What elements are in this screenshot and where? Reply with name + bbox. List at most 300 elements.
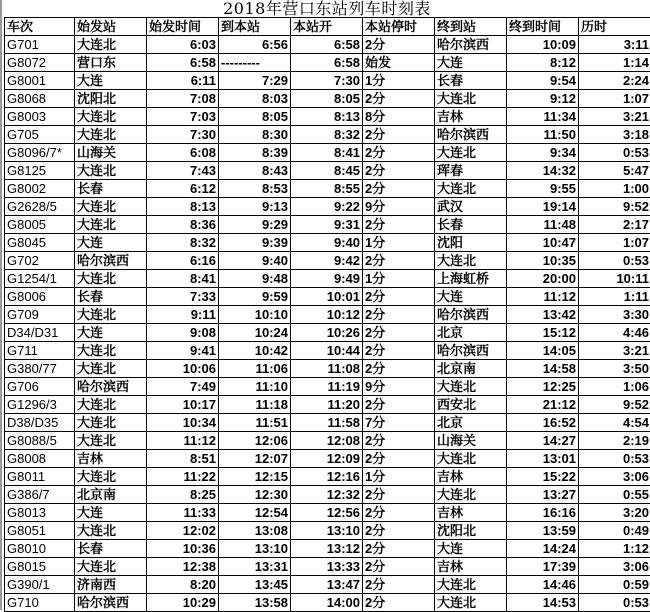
column-header-destination[interactable]: 终到站: [435, 18, 507, 36]
cell-arrival-time[interactable]: 9:12: [507, 90, 579, 108]
cell-depart-time[interactable]: 8:13: [147, 198, 219, 216]
cell-train-no[interactable]: G701: [5, 36, 75, 54]
cell-origin[interactable]: 大连北: [75, 126, 147, 144]
cell-train-no[interactable]: G1296/3: [5, 396, 75, 414]
cell-depart-here[interactable]: 12:32: [291, 486, 363, 504]
cell-arrive-here[interactable]: 8:30: [219, 126, 291, 144]
cell-train-no[interactable]: G8011: [5, 468, 75, 486]
cell-stop-duration[interactable]: 2分: [363, 288, 435, 306]
cell-arrive-here[interactable]: 13:08: [219, 522, 291, 540]
cell-origin[interactable]: 大连北: [75, 108, 147, 126]
cell-destination[interactable]: 吉林: [435, 108, 507, 126]
cell-arrive-here[interactable]: 8:03: [219, 90, 291, 108]
cell-depart-here[interactable]: 8:13: [291, 108, 363, 126]
cell-depart-here[interactable]: 10:26: [291, 324, 363, 342]
cell-arrive-here[interactable]: 12:30: [219, 486, 291, 504]
cell-destination[interactable]: 北京: [435, 324, 507, 342]
cell-depart-here[interactable]: 8:55: [291, 180, 363, 198]
column-header-depart-here[interactable]: 本站开: [291, 18, 363, 36]
cell-travel-duration[interactable]: 3:50: [579, 360, 650, 378]
cell-depart-time[interactable]: 12:02: [147, 522, 219, 540]
cell-depart-here[interactable]: 13:33: [291, 558, 363, 576]
cell-origin[interactable]: 济南西: [75, 576, 147, 594]
cell-arrive-here[interactable]: 12:07: [219, 450, 291, 468]
cell-destination[interactable]: 大连北: [435, 144, 507, 162]
cell-destination[interactable]: 武汉: [435, 198, 507, 216]
cell-arrival-time[interactable]: 13:01: [507, 450, 579, 468]
cell-depart-here[interactable]: 12:16: [291, 468, 363, 486]
cell-destination[interactable]: 大连北: [435, 378, 507, 396]
cell-train-no[interactable]: D38/D35: [5, 414, 75, 432]
cell-depart-time[interactable]: 7:49: [147, 378, 219, 396]
cell-arrival-time[interactable]: 15:22: [507, 468, 579, 486]
cell-destination[interactable]: 山海关: [435, 432, 507, 450]
cell-depart-time[interactable]: 9:11: [147, 306, 219, 324]
cell-stop-duration[interactable]: 2分: [363, 216, 435, 234]
cell-arrive-here[interactable]: 9:29: [219, 216, 291, 234]
cell-travel-duration[interactable]: 0:49: [579, 522, 650, 540]
cell-origin[interactable]: 大连北: [75, 396, 147, 414]
cell-depart-here[interactable]: 11:19: [291, 378, 363, 396]
cell-arrive-here[interactable]: 12:54: [219, 504, 291, 522]
cell-arrival-time[interactable]: 14:53: [507, 594, 579, 612]
cell-train-no[interactable]: G1254/1: [5, 270, 75, 288]
cell-train-no[interactable]: G8001: [5, 72, 75, 90]
cell-train-no[interactable]: D34/D31: [5, 324, 75, 342]
cell-train-no[interactable]: G8006: [5, 288, 75, 306]
cell-travel-duration[interactable]: 0:53: [579, 252, 650, 270]
table-row: [5, 378, 650, 396]
cell-stop-duration[interactable]: 2分: [363, 36, 435, 54]
cell-stop-duration[interactable]: 2分: [363, 306, 435, 324]
cell-origin[interactable]: 哈尔滨西: [75, 252, 147, 270]
cell-origin[interactable]: 大连: [75, 324, 147, 342]
cell-arrive-here[interactable]: 9:40: [219, 252, 291, 270]
cell-stop-duration[interactable]: 2分: [363, 126, 435, 144]
cell-destination[interactable]: 沈阳: [435, 234, 507, 252]
cell-destination[interactable]: 大连: [435, 540, 507, 558]
cell-origin[interactable]: 大连北: [75, 306, 147, 324]
cell-origin[interactable]: 大连: [75, 504, 147, 522]
cell-travel-duration[interactable]: 3:06: [579, 558, 650, 576]
cell-travel-duration[interactable]: 9:52: [579, 198, 650, 216]
cell-arrival-time[interactable]: 9:54: [507, 72, 579, 90]
cell-depart-time[interactable]: 10:06: [147, 360, 219, 378]
cell-stop-duration[interactable]: 2分: [363, 432, 435, 450]
cell-train-no[interactable]: G8002: [5, 180, 75, 198]
cell-origin[interactable]: 大连北: [75, 198, 147, 216]
cell-arrive-here[interactable]: 9:13: [219, 198, 291, 216]
cell-depart-here[interactable]: 9:40: [291, 234, 363, 252]
cell-travel-duration[interactable]: 5:47: [579, 162, 650, 180]
cell-depart-here[interactable]: 11:08: [291, 360, 363, 378]
cell-depart-time[interactable]: 8:51: [147, 450, 219, 468]
cell-travel-duration[interactable]: 2:24: [579, 72, 650, 90]
cell-destination[interactable]: 大连: [435, 288, 507, 306]
cell-depart-time[interactable]: 7:03: [147, 108, 219, 126]
cell-train-no[interactable]: G710: [5, 594, 75, 612]
cell-depart-here[interactable]: 9:49: [291, 270, 363, 288]
cell-depart-here[interactable]: 6:58: [291, 54, 363, 72]
cell-depart-here[interactable]: 10:12: [291, 306, 363, 324]
cell-destination[interactable]: 北京: [435, 414, 507, 432]
cell-origin[interactable]: 哈尔滨西: [75, 378, 147, 396]
cell-travel-duration[interactable]: 10:11: [579, 270, 650, 288]
cell-travel-duration[interactable]: 1:14: [579, 54, 650, 72]
cell-origin[interactable]: 大连北: [75, 522, 147, 540]
cell-arrival-time[interactable]: 10:35: [507, 252, 579, 270]
cell-arrival-time[interactable]: 20:00: [507, 270, 579, 288]
cell-depart-time[interactable]: 7:30: [147, 126, 219, 144]
cell-depart-here[interactable]: 8:05: [291, 90, 363, 108]
cell-origin[interactable]: 沈阳北: [75, 90, 147, 108]
column-header-depart-time[interactable]: 始发时间: [147, 18, 219, 36]
cell-travel-duration[interactable]: 3:21: [579, 108, 650, 126]
cell-arrive-here[interactable]: 11:51: [219, 414, 291, 432]
cell-stop-duration[interactable]: 8分: [363, 108, 435, 126]
cell-depart-time[interactable]: 9:41: [147, 342, 219, 360]
cell-stop-duration[interactable]: 2分: [363, 540, 435, 558]
cell-origin[interactable]: 大连北: [75, 342, 147, 360]
cell-depart-time[interactable]: 6:58: [147, 54, 219, 72]
cell-depart-time[interactable]: 6:12: [147, 180, 219, 198]
cell-depart-time[interactable]: 6:11: [147, 72, 219, 90]
cell-stop-duration[interactable]: 2分: [363, 360, 435, 378]
cell-origin[interactable]: 大连北: [75, 414, 147, 432]
cell-stop-duration[interactable]: 始发: [363, 54, 435, 72]
column-header-origin[interactable]: 始发站: [75, 18, 147, 36]
cell-depart-here[interactable]: 12:09: [291, 450, 363, 468]
cell-arrival-time[interactable]: 19:14: [507, 198, 579, 216]
cell-train-no[interactable]: G8013: [5, 504, 75, 522]
cell-arrival-time[interactable]: 11:34: [507, 108, 579, 126]
cell-arrive-here[interactable]: 7:29: [219, 72, 291, 90]
cell-origin[interactable]: 大连: [75, 234, 147, 252]
cell-train-no[interactable]: G8008: [5, 450, 75, 468]
cell-travel-duration[interactable]: 1:07: [579, 90, 650, 108]
column-header-arrive-here[interactable]: 到本站: [219, 18, 291, 36]
cell-stop-duration[interactable]: 2分: [363, 396, 435, 414]
cell-travel-duration[interactable]: 0:53: [579, 144, 650, 162]
cell-origin[interactable]: 营口东: [75, 54, 147, 72]
cell-arrival-time[interactable]: 17:39: [507, 558, 579, 576]
cell-destination[interactable]: 长春: [435, 216, 507, 234]
cell-arrival-time[interactable]: 14:05: [507, 342, 579, 360]
cell-train-no[interactable]: G8096/7*: [5, 144, 75, 162]
cell-train-no[interactable]: G8051: [5, 522, 75, 540]
cell-depart-here[interactable]: 6:58: [291, 36, 363, 54]
cell-arrival-time[interactable]: 16:52: [507, 414, 579, 432]
cell-train-no[interactable]: G705: [5, 126, 75, 144]
cell-destination[interactable]: 吉林: [435, 504, 507, 522]
cell-destination[interactable]: 大连北: [435, 450, 507, 468]
cell-depart-time[interactable]: 6:03: [147, 36, 219, 54]
cell-destination[interactable]: 大连北: [435, 576, 507, 594]
cell-stop-duration[interactable]: 2分: [363, 486, 435, 504]
cell-depart-time[interactable]: 12:38: [147, 558, 219, 576]
cell-depart-here[interactable]: 8:45: [291, 162, 363, 180]
cell-depart-here[interactable]: 9:42: [291, 252, 363, 270]
cell-stop-duration[interactable]: 2分: [363, 342, 435, 360]
cell-stop-duration[interactable]: 2分: [363, 576, 435, 594]
cell-depart-here[interactable]: 11:20: [291, 396, 363, 414]
cell-train-no[interactable]: G702: [5, 252, 75, 270]
cell-stop-duration[interactable]: 9分: [363, 198, 435, 216]
cell-arrive-here[interactable]: 13:45: [219, 576, 291, 594]
cell-depart-here[interactable]: 12:56: [291, 504, 363, 522]
cell-arrive-here[interactable]: 11:06: [219, 360, 291, 378]
cell-depart-time[interactable]: 11:12: [147, 432, 219, 450]
cell-stop-duration[interactable]: 2分: [363, 558, 435, 576]
cell-travel-duration[interactable]: 0:53: [579, 594, 650, 612]
cell-arrival-time[interactable]: 21:12: [507, 396, 579, 414]
cell-destination[interactable]: 大连: [435, 54, 507, 72]
cell-travel-duration[interactable]: 1:00: [579, 180, 650, 198]
cell-origin[interactable]: 吉林: [75, 450, 147, 468]
cell-travel-duration[interactable]: 3:18: [579, 126, 650, 144]
cell-train-no[interactable]: G711: [5, 342, 75, 360]
cell-stop-duration[interactable]: 1分: [363, 234, 435, 252]
cell-depart-time[interactable]: 8:36: [147, 216, 219, 234]
cell-depart-here[interactable]: 8:41: [291, 144, 363, 162]
cell-train-no[interactable]: G8010: [5, 540, 75, 558]
cell-train-no[interactable]: G8015: [5, 558, 75, 576]
cell-origin[interactable]: 大连北: [75, 468, 147, 486]
cell-depart-time[interactable]: 6:08: [147, 144, 219, 162]
cell-arrival-time[interactable]: 13:27: [507, 486, 579, 504]
cell-arrival-time[interactable]: 12:25: [507, 378, 579, 396]
cell-arrive-here[interactable]: 8:39: [219, 144, 291, 162]
column-header-arrival-time[interactable]: 终到时间: [507, 18, 579, 36]
cell-arrival-time[interactable]: 14:27: [507, 432, 579, 450]
cell-destination[interactable]: 吉林: [435, 558, 507, 576]
cell-destination[interactable]: 长春: [435, 72, 507, 90]
cell-arrive-here[interactable]: 9:48: [219, 270, 291, 288]
cell-arrival-time[interactable]: 14:46: [507, 576, 579, 594]
cell-depart-time[interactable]: 8:41: [147, 270, 219, 288]
cell-train-no[interactable]: G706: [5, 378, 75, 396]
cell-origin[interactable]: 长春: [75, 180, 147, 198]
cell-arrive-here[interactable]: 10:24: [219, 324, 291, 342]
cell-arrival-time[interactable]: 10:47: [507, 234, 579, 252]
cell-train-no[interactable]: G8045: [5, 234, 75, 252]
cell-depart-here[interactable]: 10:44: [291, 342, 363, 360]
cell-stop-duration[interactable]: 1分: [363, 468, 435, 486]
cell-stop-duration[interactable]: 9分: [363, 378, 435, 396]
cell-train-no[interactable]: G2628/5: [5, 198, 75, 216]
cell-travel-duration[interactable]: 3:21: [579, 342, 650, 360]
table-row: [5, 576, 650, 594]
cell-arrive-here[interactable]: 8:53: [219, 180, 291, 198]
cell-arrival-time[interactable]: 14:24: [507, 540, 579, 558]
cell-origin[interactable]: 大连北: [75, 360, 147, 378]
cell-destination[interactable]: 哈尔滨西: [435, 342, 507, 360]
cell-arrival-time[interactable]: 14:58: [507, 360, 579, 378]
cell-arrival-time[interactable]: 11:12: [507, 288, 579, 306]
cell-train-no[interactable]: G8003: [5, 108, 75, 126]
cell-travel-duration[interactable]: 2:19: [579, 432, 650, 450]
cell-train-no[interactable]: G8068: [5, 90, 75, 108]
cell-travel-duration[interactable]: 4:46: [579, 324, 650, 342]
cell-destination[interactable]: 大连北: [435, 594, 507, 612]
cell-origin[interactable]: 长春: [75, 288, 147, 306]
cell-travel-duration[interactable]: 0:59: [579, 576, 650, 594]
cell-stop-duration[interactable]: 2分: [363, 522, 435, 540]
cell-travel-duration[interactable]: 0:53: [579, 450, 650, 468]
cell-arrive-here[interactable]: 13:58: [219, 594, 291, 612]
cell-travel-duration[interactable]: 2:17: [579, 216, 650, 234]
cell-depart-here[interactable]: 9:31: [291, 216, 363, 234]
cell-arrival-time[interactable]: 9:34: [507, 144, 579, 162]
column-header-stop-duration[interactable]: 本站停时: [363, 18, 435, 36]
cell-depart-time[interactable]: 8:32: [147, 234, 219, 252]
cell-depart-time[interactable]: 8:25: [147, 486, 219, 504]
cell-depart-time[interactable]: 7:08: [147, 90, 219, 108]
cell-train-no[interactable]: G8125: [5, 162, 75, 180]
cell-travel-duration[interactable]: 3:11: [579, 36, 650, 54]
cell-origin[interactable]: 大连北: [75, 216, 147, 234]
cell-destination[interactable]: 珲春: [435, 162, 507, 180]
cell-stop-duration[interactable]: 2分: [363, 324, 435, 342]
cell-destination[interactable]: 大连北: [435, 180, 507, 198]
cell-travel-duration[interactable]: 1:12: [579, 540, 650, 558]
cell-origin[interactable]: 大连北: [75, 432, 147, 450]
cell-train-no[interactable]: G8005: [5, 216, 75, 234]
cell-destination[interactable]: 大连北: [435, 252, 507, 270]
column-header-train-no[interactable]: 车次: [5, 18, 75, 36]
cell-travel-duration[interactable]: 1:11: [579, 288, 650, 306]
cell-stop-duration[interactable]: 2分: [363, 144, 435, 162]
cell-arrive-here[interactable]: 11:18: [219, 396, 291, 414]
cell-depart-time[interactable]: 10:29: [147, 594, 219, 612]
cell-arrival-time[interactable]: 8:12: [507, 54, 579, 72]
cell-depart-here[interactable]: 12:08: [291, 432, 363, 450]
cell-destination[interactable]: 沈阳北: [435, 522, 507, 540]
cell-arrive-here[interactable]: 10:10: [219, 306, 291, 324]
cell-depart-here[interactable]: 10:01: [291, 288, 363, 306]
cell-depart-time[interactable]: 10:34: [147, 414, 219, 432]
cell-arrival-time[interactable]: 16:16: [507, 504, 579, 522]
cell-train-no[interactable]: G8072: [5, 54, 75, 72]
cell-travel-duration[interactable]: 3:20: [579, 504, 650, 522]
cell-origin[interactable]: 北京南: [75, 486, 147, 504]
cell-origin[interactable]: 大连北: [75, 162, 147, 180]
cell-travel-duration[interactable]: 1:06: [579, 378, 650, 396]
cell-arrive-here[interactable]: ---------: [219, 54, 291, 72]
cell-destination[interactable]: 西安北: [435, 396, 507, 414]
cell-arrival-time[interactable]: 14:32: [507, 162, 579, 180]
cell-depart-here[interactable]: 13:10: [291, 522, 363, 540]
cell-depart-here[interactable]: 13:12: [291, 540, 363, 558]
cell-travel-duration[interactable]: 9:52: [579, 396, 650, 414]
cell-arrive-here[interactable]: 6:56: [219, 36, 291, 54]
cell-depart-here[interactable]: 11:58: [291, 414, 363, 432]
cell-origin[interactable]: 大连北: [75, 558, 147, 576]
cell-depart-here[interactable]: 9:22: [291, 198, 363, 216]
cell-destination[interactable]: 哈尔滨西: [435, 126, 507, 144]
cell-depart-here[interactable]: 8:32: [291, 126, 363, 144]
cell-stop-duration[interactable]: 1分: [363, 270, 435, 288]
cell-destination[interactable]: 吉林: [435, 468, 507, 486]
cell-arrival-time[interactable]: 15:12: [507, 324, 579, 342]
cell-arrive-here[interactable]: 9:59: [219, 288, 291, 306]
cell-stop-duration[interactable]: 2分: [363, 504, 435, 522]
cell-origin[interactable]: 大连北: [75, 270, 147, 288]
cell-travel-duration[interactable]: 1:07: [579, 234, 650, 252]
cell-depart-time[interactable]: 7:33: [147, 288, 219, 306]
cell-depart-time[interactable]: 9:08: [147, 324, 219, 342]
cell-arrive-here[interactable]: 13:31: [219, 558, 291, 576]
cell-arrival-time[interactable]: 10:09: [507, 36, 579, 54]
cell-arrival-time[interactable]: 13:59: [507, 522, 579, 540]
cell-destination[interactable]: 哈尔滨西: [435, 306, 507, 324]
cell-depart-time[interactable]: 11:22: [147, 468, 219, 486]
cell-destination[interactable]: 大连北: [435, 90, 507, 108]
cell-depart-time[interactable]: 10:36: [147, 540, 219, 558]
cell-stop-duration[interactable]: 2分: [363, 162, 435, 180]
cell-arrive-here[interactable]: 8:05: [219, 108, 291, 126]
cell-stop-duration[interactable]: 2分: [363, 594, 435, 612]
cell-destination[interactable]: 上海虹桥: [435, 270, 507, 288]
cell-origin[interactable]: 山海关: [75, 144, 147, 162]
cell-travel-duration[interactable]: 3:30: [579, 306, 650, 324]
cell-arrive-here[interactable]: 13:10: [219, 540, 291, 558]
cell-arrive-here[interactable]: 8:43: [219, 162, 291, 180]
cell-stop-duration[interactable]: 1分: [363, 72, 435, 90]
cell-stop-duration[interactable]: 2分: [363, 180, 435, 198]
cell-arrive-here[interactable]: 9:39: [219, 234, 291, 252]
cell-train-no[interactable]: G8088/5: [5, 432, 75, 450]
cell-travel-duration[interactable]: 3:06: [579, 468, 650, 486]
column-header-travel-duration[interactable]: 历时: [579, 18, 650, 36]
cell-arrive-here[interactable]: 12:15: [219, 468, 291, 486]
cell-depart-time[interactable]: 6:16: [147, 252, 219, 270]
cell-depart-time[interactable]: 10:17: [147, 396, 219, 414]
cell-arrive-here[interactable]: 10:42: [219, 342, 291, 360]
table-row: [5, 306, 650, 324]
cell-origin[interactable]: 大连: [75, 72, 147, 90]
cell-origin[interactable]: 哈尔滨西: [75, 594, 147, 612]
cell-arrival-time[interactable]: 11:48: [507, 216, 579, 234]
cell-origin[interactable]: 大连北: [75, 36, 147, 54]
cell-arrival-time[interactable]: 9:55: [507, 180, 579, 198]
cell-destination[interactable]: 哈尔滨西: [435, 36, 507, 54]
cell-arrive-here[interactable]: 12:06: [219, 432, 291, 450]
cell-stop-duration[interactable]: 2分: [363, 252, 435, 270]
cell-arrival-time[interactable]: 13:42: [507, 306, 579, 324]
cell-stop-duration[interactable]: 2分: [363, 450, 435, 468]
cell-train-no[interactable]: G390/1: [5, 576, 75, 594]
cell-depart-here[interactable]: 7:30: [291, 72, 363, 90]
cell-stop-duration[interactable]: 7分: [363, 414, 435, 432]
cell-arrive-here[interactable]: 11:10: [219, 378, 291, 396]
cell-destination[interactable]: 大连北: [435, 486, 507, 504]
cell-depart-here[interactable]: 14:00: [291, 594, 363, 612]
cell-depart-time[interactable]: 8:20: [147, 576, 219, 594]
cell-travel-duration[interactable]: 4:54: [579, 414, 650, 432]
cell-destination[interactable]: 北京南: [435, 360, 507, 378]
cell-stop-duration[interactable]: 2分: [363, 90, 435, 108]
cell-train-no[interactable]: G380/77: [5, 360, 75, 378]
cell-train-no[interactable]: G709: [5, 306, 75, 324]
cell-depart-time[interactable]: 7:43: [147, 162, 219, 180]
cell-arrival-time[interactable]: 11:50: [507, 126, 579, 144]
cell-train-no[interactable]: G386/7: [5, 486, 75, 504]
cell-origin[interactable]: 长春: [75, 540, 147, 558]
cell-travel-duration[interactable]: 0:55: [579, 486, 650, 504]
cell-depart-time[interactable]: 11:33: [147, 504, 219, 522]
cell-depart-here[interactable]: 13:47: [291, 576, 363, 594]
